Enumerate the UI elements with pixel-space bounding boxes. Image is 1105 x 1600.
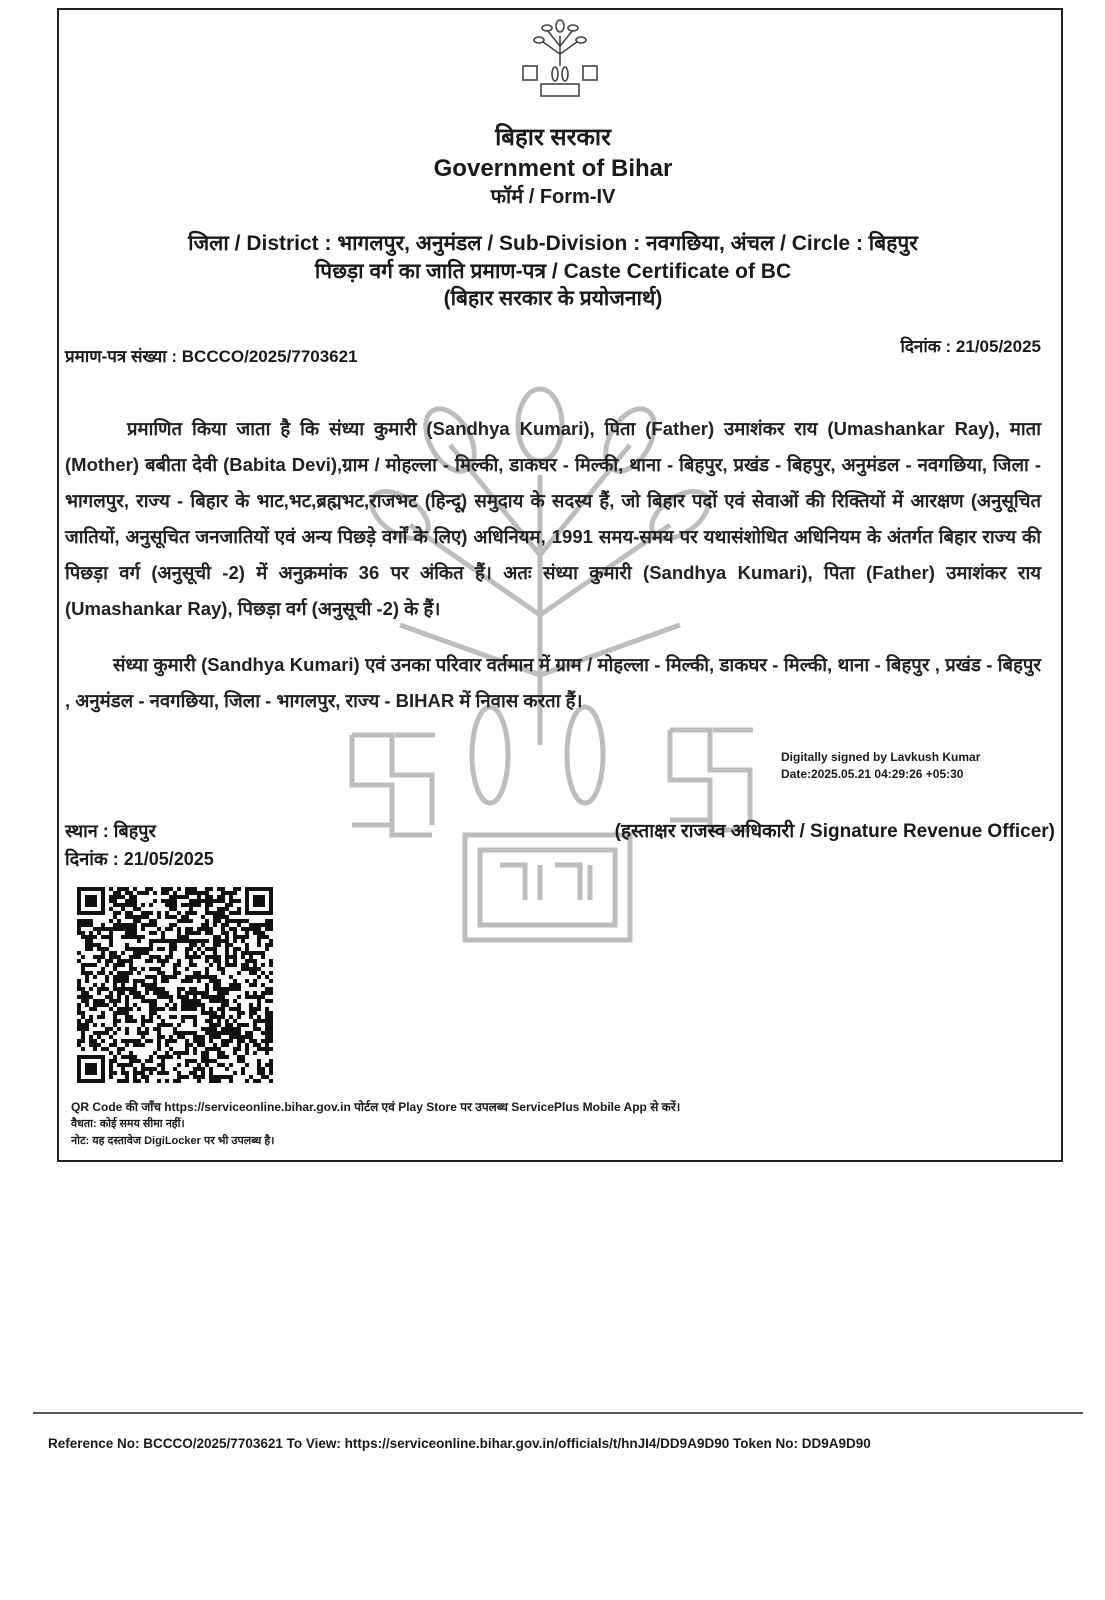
bihar-emblem-logo (519, 16, 601, 100)
digital-signature-name: Digitally signed by Lavkush Kumar (781, 750, 981, 765)
digilocker-note: नोट: यह दस्तावेज DigiLocker पर भी उपलब्ध है। (71, 1135, 275, 1148)
qr-code (77, 887, 273, 1083)
certificate-border (57, 8, 1063, 1162)
certificate-number: प्रमाण-पत्र संख्या : BCCCO/2025/7703621 (65, 347, 358, 367)
notes-block (71, 1099, 1041, 1150)
digital-signature-block (781, 749, 1011, 783)
issue-date: दिनांक : 21/05/2025 (900, 337, 1041, 357)
reference-line: Reference No: BCCCO/2025/7703621 To View: https://serviceonline.bihar.gov.in/officials/t/hnJI4/DD9A9D90 Token No: DD9A9D90 (48, 1436, 871, 1451)
footer-date: दिनांक : 21/05/2025 (65, 849, 214, 870)
certificate-paragraph-2 (65, 647, 1041, 719)
certificate-paragraph-1 (65, 411, 1041, 627)
certificate-title: पिछड़ा वर्ग का जाति प्रमाण-पत्र / Caste Certificate of BC (314, 259, 792, 283)
certificate-meta-row (65, 334, 1041, 367)
paragraph-1-text: प्रमाणित किया जाता है कि संध्या कुमारी (Sandhya Kumari), पिता (Father) उमाशंकर राय (Umashankar Ray), माता (Mother) बबीता देवी (Babita Devi),ग्राम / मोहल्ला - मिल्की, डाकघर - मिल्की, थाना - बिहपुर, प्रखंड - बिहपुर, अनुमंडल - नवगछिया, जिला - भागलपुर, राज्य - बिहार के भाट,भट,ब्रह्मभट,राजभट (हिन्दू) समुदाय के सदस्य हैं, जो बिहार पदों एवं सेवाओं की रिक्तियों में आरक्षण (अनुसूचित जातियों, अनुसूचित जनजातियों एवं अन्य पिछड़े वर्गों के लिए) अधिनियम, 1991 समय-समय पर यथासंशोधित अधिनियम के अंतर्गत बिहार राज्य की पिछड़ा वर्ग (अनुसूची -2) में अनुक्रमांक 36 पर अंकित हैं। अतः संध्या कुमारी (Sandhya Kumari), पिता (Father) उमाशंकर राय (Umashankar Ray), पिछड़ा वर्ग (अनुसूची -2) के हैं। (65, 418, 1041, 620)
qr-verification-note: QR Code की जाँच https://serviceonline.bihar.gov.in पोर्टल एवं Play Store पर उपलब्ध ServicePlus Mobile App से करें। (71, 1100, 681, 1115)
place-date-block (65, 817, 214, 873)
digital-signature-date: Date:2025.05.21 04:29:26 +05:30 (781, 767, 964, 782)
govt-title-english: Government of Bihar (433, 155, 673, 183)
location-line: जिला / District : भागलपुर, अनुमंडल / Sub-Division : नवगछिया, अंचल / Circle : बिहपुर (188, 232, 918, 256)
govt-title-hindi: बिहार सरकार (495, 124, 611, 151)
paragraph-2-text: संध्या कुमारी (Sandhya Kumari) एवं उनका परिवार वर्तमान में ग्राम / मोहल्ला - मिल्की, डाकघर - मिल्की, थाना - बिहपुर , प्रखंड - बिहपुर , अनुमंडल - नवगछिया, जिला - भागलपुर, राज्य - BIHAR में निवास करता हैं। (65, 654, 1041, 712)
validity-note: वैधता: कोई समय सीमा नहीं। (71, 1118, 185, 1131)
form-number: फॉर्म / Form-IV (490, 186, 616, 209)
place: स्थान : बिहपुर (65, 821, 156, 842)
certificate-purpose: (बिहार सरकार के प्रयोजनार्थ) (443, 286, 663, 310)
footer-divider (33, 1412, 1083, 1414)
signature-label: (हस्ताक्षर राजस्व अधिकारी / Signature Revenue Officer) (614, 821, 1055, 843)
signature-row (65, 817, 1055, 873)
